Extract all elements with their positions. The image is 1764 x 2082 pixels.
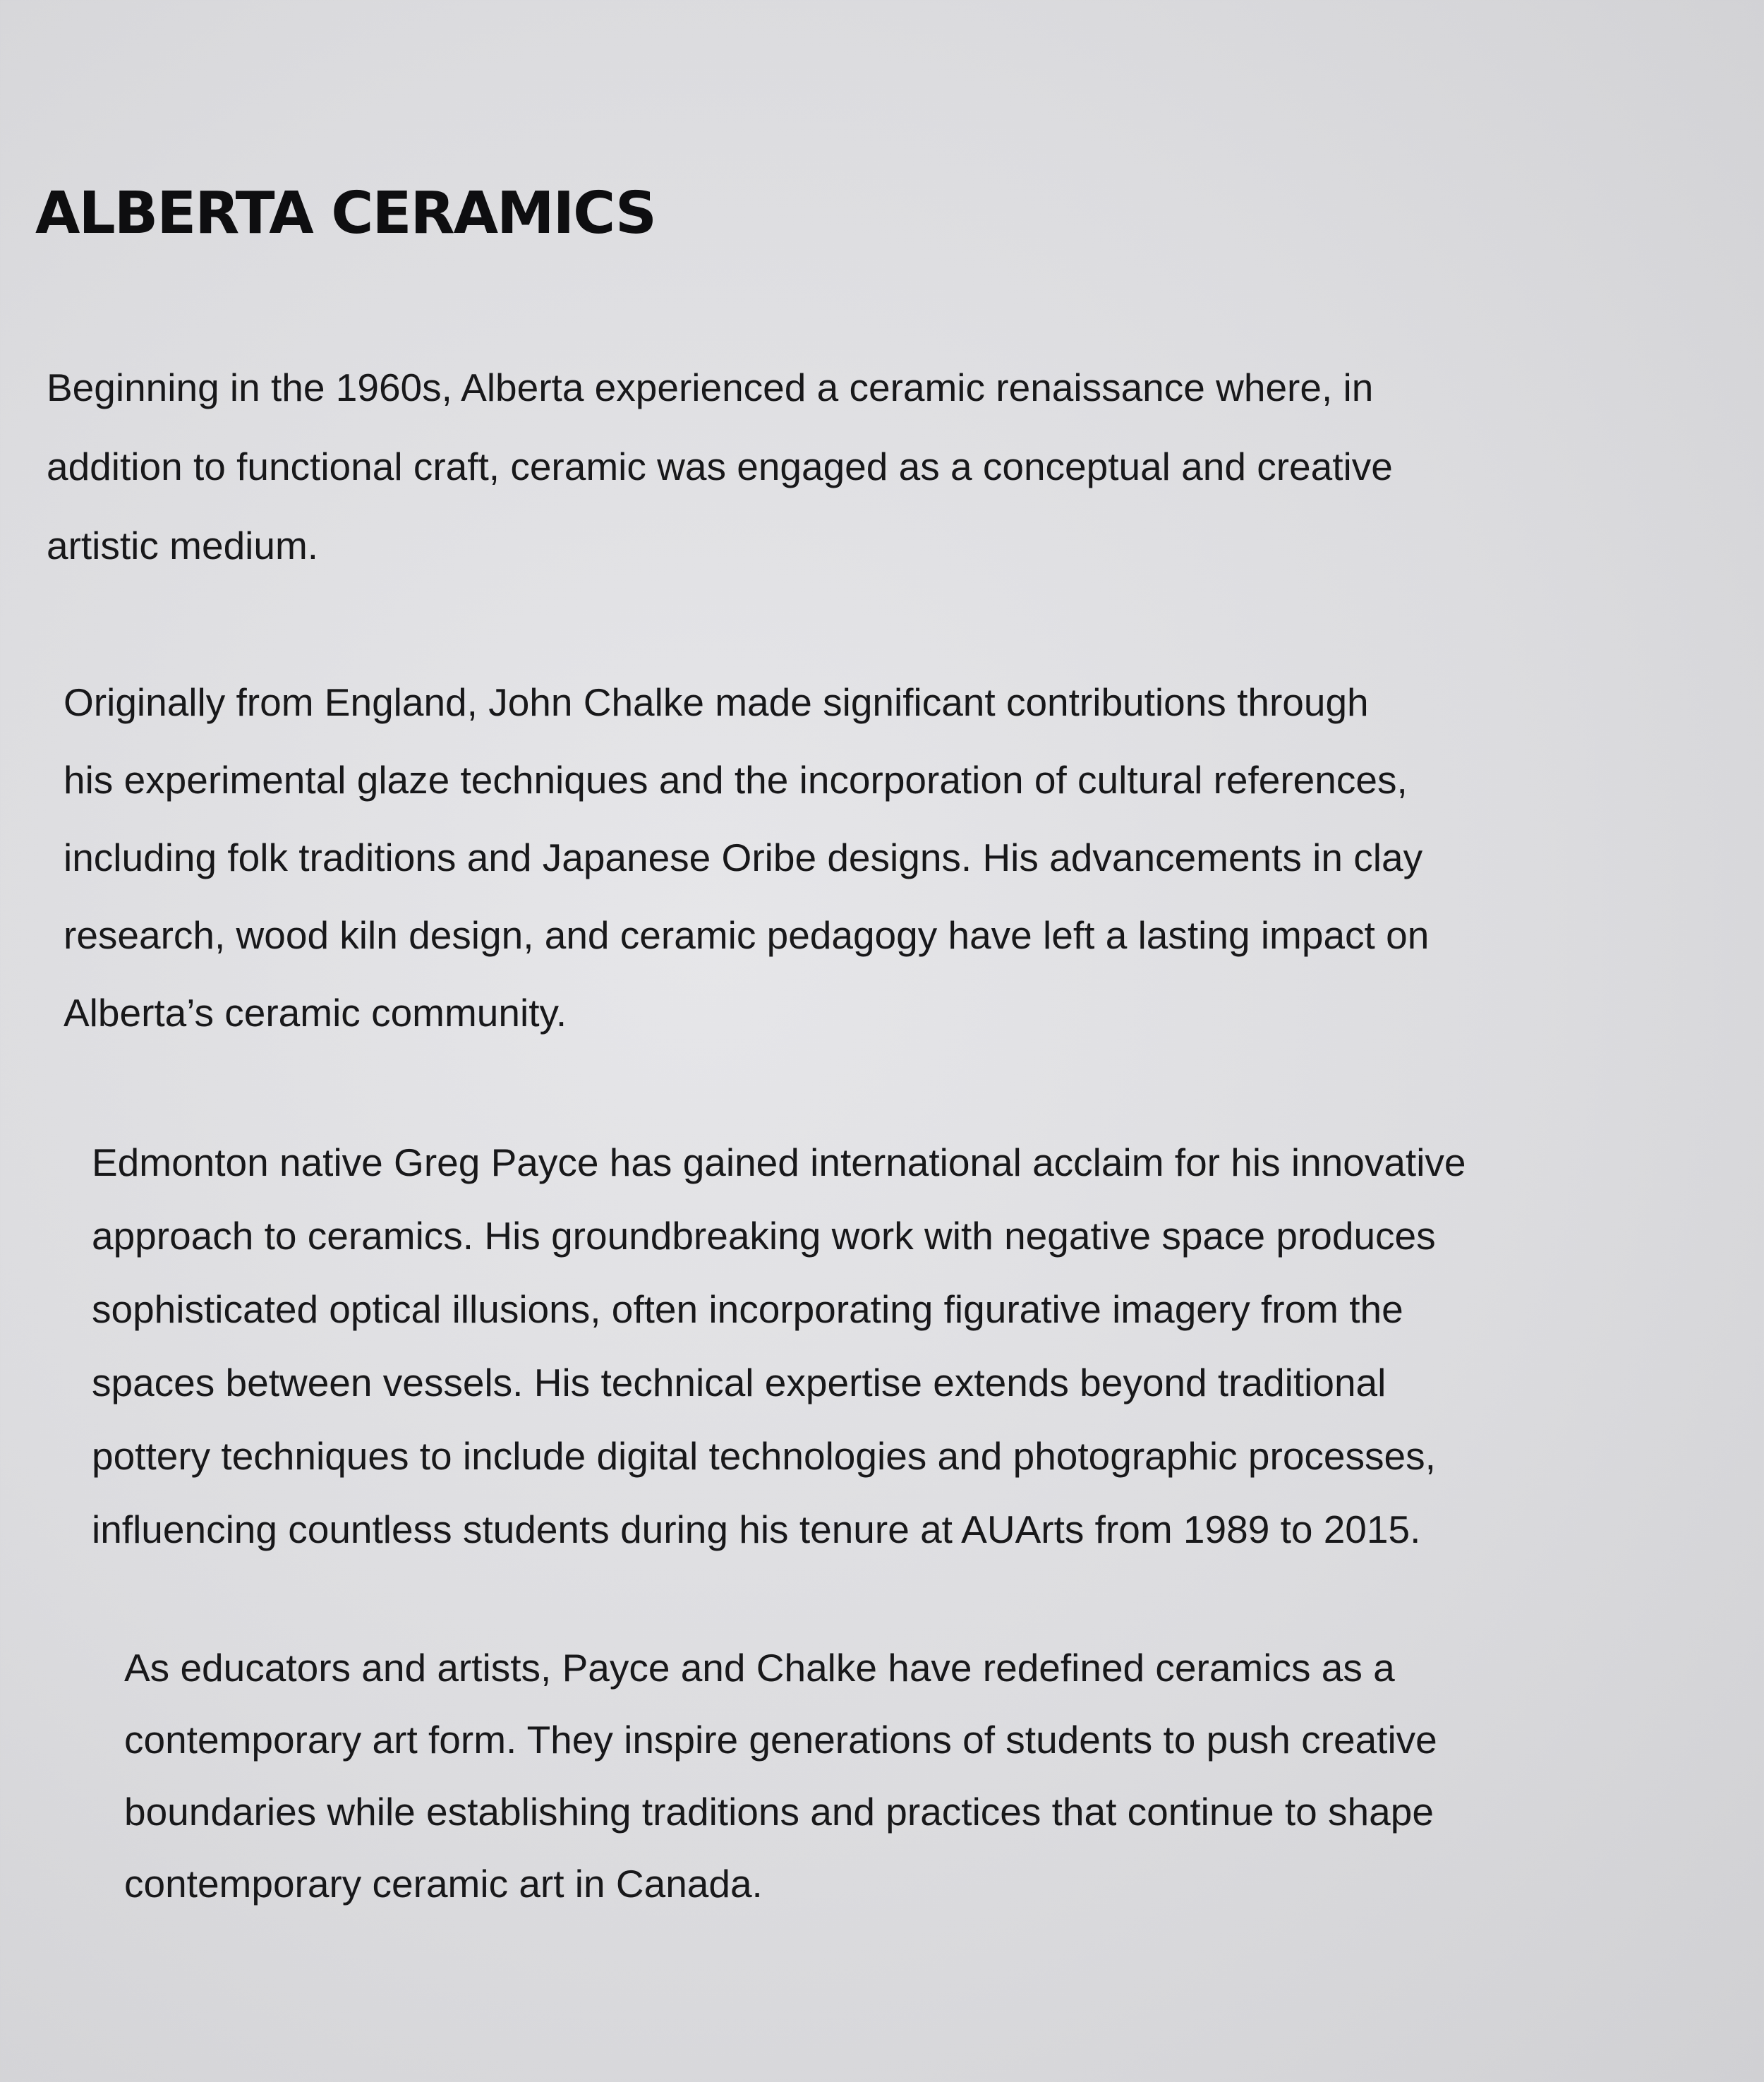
paragraph-line: research, wood kiln design, and ceramic pedagogy have left a lasting impact on [64,913,1430,957]
paragraph-line: artistic medium. [47,524,319,567]
paragraph-line: Edmonton native Greg Payce has gained international acclaim for his innovative [92,1141,1466,1184]
paragraph-line: addition to functional craft, ceramic was engaged as a conceptual and creative [47,445,1393,488]
paragraph-line: Alberta’s ceramic community. [64,991,567,1035]
paragraph-line: Beginning in the 1960s, Alberta experienced a ceramic renaissance where, in [47,366,1374,409]
paragraph-line: contemporary ceramic art in Canada. [124,1862,763,1906]
paragraph-line: pottery techniques to include digital technologies and photographic processes, [92,1434,1436,1478]
paragraph-line: spaces between vessels. His technical expertise extends beyond traditional [92,1361,1387,1404]
paragraph-line: his experimental glaze techniques and the incorporation of cultural references, [64,758,1408,802]
paragraph-line: As educators and artists, Payce and Chalke have redefined ceramics as a [124,1646,1395,1690]
page-title: ALBERTA CERAMICS [35,180,656,247]
paragraph-line: approach to ceramics. His groundbreaking work with negative space produces [92,1214,1436,1258]
paragraph-line: influencing countless students during his tenure at AUArts from 1989 to 2015. [92,1508,1421,1551]
paragraph-line: Originally from England, John Chalke made significant contributions through [64,680,1369,724]
paragraph-line: sophisticated optical illusions, often incorporating figurative imagery from the [92,1287,1403,1331]
paragraph-line: contemporary art form. They inspire generations of students to push creative [124,1718,1437,1762]
paragraph-line: including folk traditions and Japanese Oribe designs. His advancements in clay [64,836,1423,879]
paragraph-line: boundaries while establishing traditions and practices that continue to shape [124,1790,1434,1834]
